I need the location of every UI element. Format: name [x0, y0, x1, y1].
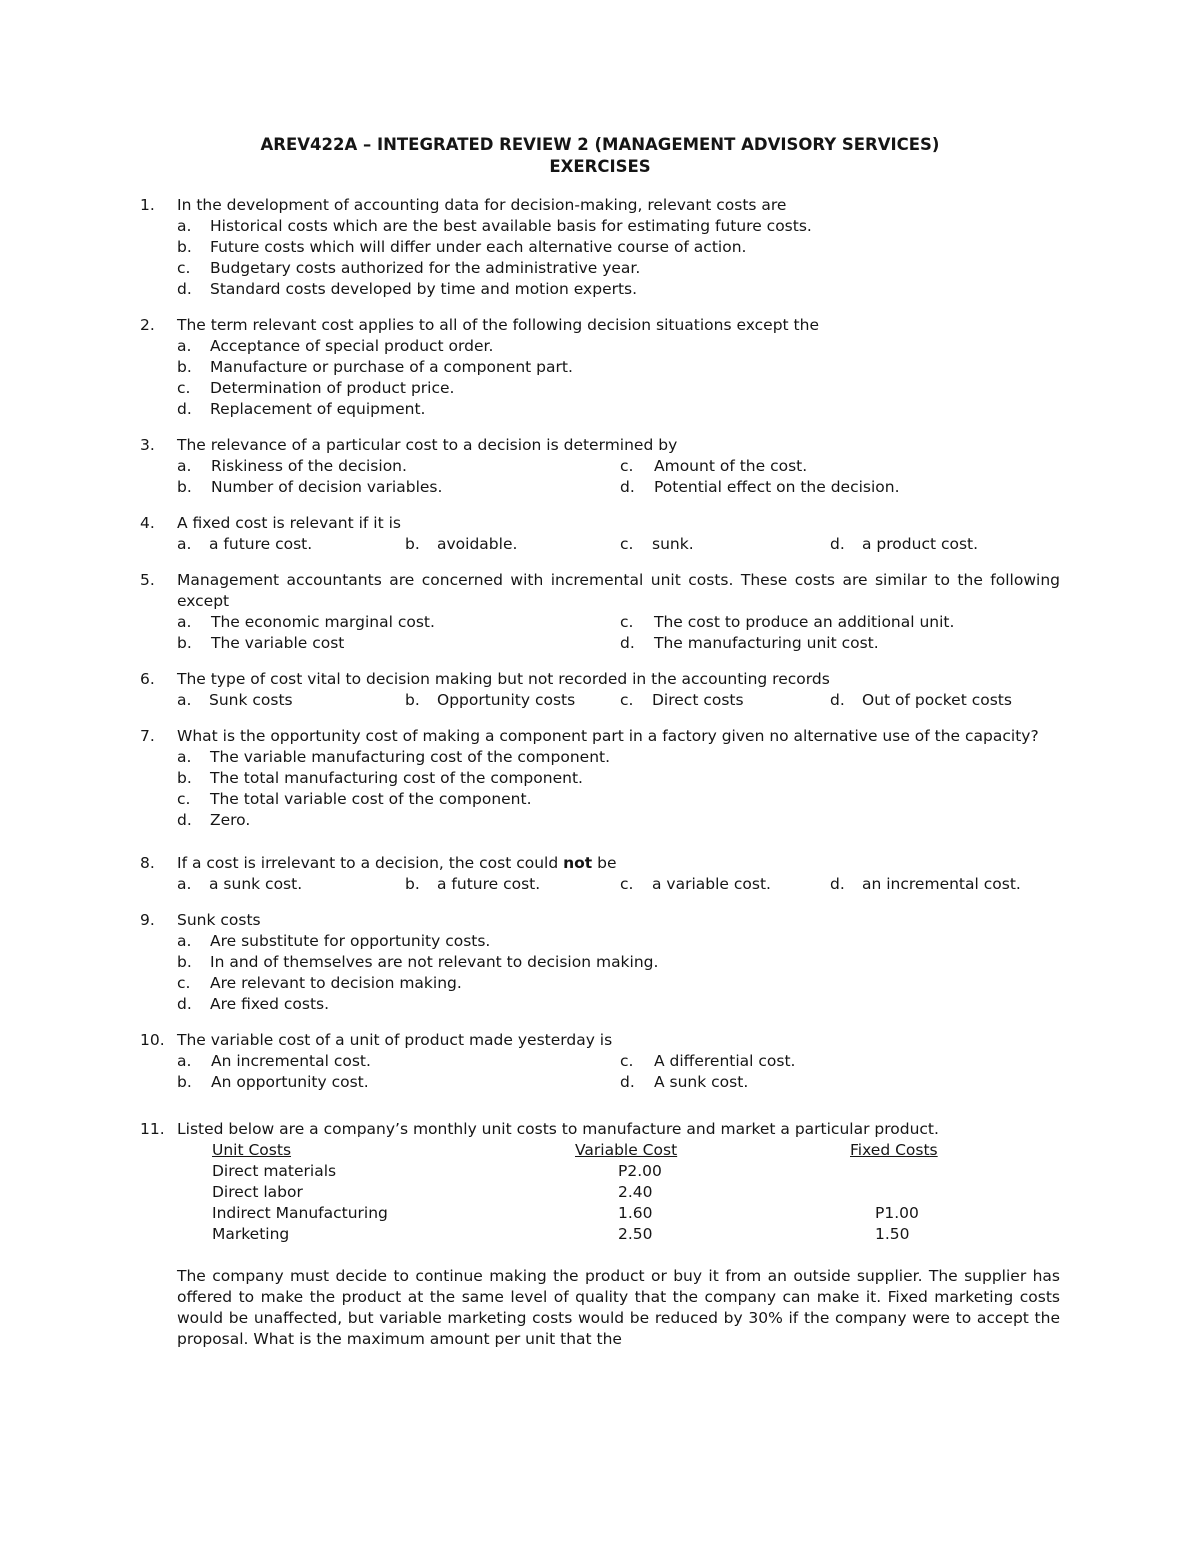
option-row	[177, 633, 1060, 654]
doc-title: AREV422A – INTEGRATED REVIEW 2 (MANAGEMENT ADVISORY SERVICES)	[260, 135, 940, 154]
option-text: Are fixed costs.	[210, 995, 330, 1013]
option-text: a future cost.	[209, 535, 313, 553]
option-letter: d.	[620, 634, 635, 652]
option-a	[177, 336, 1060, 357]
option-text: The total variable cost of the component.	[210, 790, 532, 808]
option-text: Are substitute for opportunity costs.	[210, 932, 491, 950]
option-letter: b.	[405, 535, 420, 553]
option-a	[177, 456, 620, 477]
option-row	[177, 477, 1060, 498]
option-letter: c.	[177, 259, 191, 277]
option-text: Determination of product price.	[210, 379, 455, 397]
option-letter: c.	[620, 875, 634, 893]
option-c	[620, 534, 830, 555]
option-text: Zero.	[210, 811, 251, 829]
option-letter: b.	[177, 953, 192, 971]
option-c	[620, 612, 954, 633]
document-header	[140, 134, 1060, 178]
option-row	[177, 534, 1060, 555]
option-text: Future costs which will differ under each alternative course of action.	[210, 238, 747, 256]
option-letter: b.	[177, 478, 192, 496]
option-row	[177, 612, 1060, 633]
option-letter: d.	[830, 875, 845, 893]
option-a	[177, 216, 1060, 237]
option-letter: b.	[177, 769, 192, 787]
option-c	[620, 456, 807, 477]
option-d	[177, 810, 1060, 831]
variable-cost-value: 2.40	[618, 1183, 653, 1201]
option-letter: a.	[177, 875, 192, 893]
option-d	[620, 633, 879, 654]
question-text: The type of cost vital to decision making but not recorded in the accounting records	[177, 670, 830, 688]
option-letter: a.	[177, 932, 192, 950]
option-letter: c.	[177, 379, 191, 397]
option-letter: d.	[177, 280, 192, 298]
option-letter: d.	[177, 995, 192, 1013]
option-text: In and of themselves are not relevant to decision making.	[210, 953, 659, 971]
option-text: Out of pocket costs	[862, 691, 1012, 709]
option-text: A differential cost.	[654, 1052, 796, 1070]
option-a	[177, 1051, 620, 1072]
option-text: A sunk cost.	[654, 1073, 749, 1091]
question-text: Management accountants are concerned with incremental unit costs. These costs are similar to the following except	[177, 571, 1060, 610]
option-letter: c.	[177, 974, 191, 992]
option-text: Are relevant to decision making.	[210, 974, 462, 992]
question-number: 6.	[140, 670, 155, 688]
option-row	[177, 456, 1060, 477]
option-letter: d.	[177, 811, 192, 829]
question-number: 3.	[140, 436, 155, 454]
option-letter: a.	[177, 1052, 192, 1070]
option-row	[177, 1072, 1060, 1093]
unit-costs-table	[177, 1140, 1060, 1245]
option-letter: b.	[177, 1073, 192, 1091]
option-b	[177, 237, 1060, 258]
fixed-cost-value: 1.50	[875, 1225, 910, 1243]
option-text: Amount of the cost.	[654, 457, 808, 475]
option-text: The economic marginal cost.	[211, 613, 435, 631]
option-b	[177, 952, 1060, 973]
option-letter: c.	[620, 535, 634, 553]
fixed-cost-value: P1.00	[875, 1204, 919, 1222]
option-text: Standard costs developed by time and motion experts.	[210, 280, 638, 298]
row-label: Direct materials	[212, 1162, 337, 1180]
question-text: What is the opportunity cost of making a component part in a factory given no alternative use of the capacity?	[177, 727, 1039, 745]
option-text: Opportunity costs	[437, 691, 576, 709]
option-b	[405, 534, 620, 555]
option-text: The variable manufacturing cost of the component.	[210, 748, 611, 766]
option-b	[405, 874, 620, 895]
option-a	[177, 612, 620, 633]
option-d	[177, 279, 1060, 300]
option-text: avoidable.	[437, 535, 518, 553]
bold-not-word: not	[563, 854, 593, 872]
col-header-variable-cost: Variable Cost	[575, 1141, 678, 1159]
row-label: Direct labor	[212, 1183, 303, 1201]
option-c	[177, 378, 1060, 399]
option-letter: b.	[405, 691, 420, 709]
option-text: Manufacture or purchase of a component part.	[210, 358, 573, 376]
option-text: The total manufacturing cost of the component.	[210, 769, 583, 787]
option-d	[620, 1072, 748, 1093]
option-letter: a.	[177, 457, 192, 475]
option-text: An opportunity cost.	[211, 1073, 369, 1091]
doc-subtitle: EXERCISES	[549, 157, 651, 176]
option-b	[405, 690, 620, 711]
col-header-fixed-costs: Fixed Costs	[850, 1141, 938, 1159]
question-1	[140, 195, 1060, 300]
option-b	[177, 477, 620, 498]
option-text: Riskiness of the decision.	[211, 457, 407, 475]
option-text: Historical costs which are the best available basis for estimating future costs.	[210, 217, 812, 235]
option-a	[177, 747, 1060, 768]
option-text: The cost to produce an additional unit.	[654, 613, 955, 631]
option-text: Acceptance of special product order.	[210, 337, 494, 355]
option-letter: d.	[830, 535, 845, 553]
option-text: Potential effect on the decision.	[654, 478, 900, 496]
question-number: 5.	[140, 571, 155, 589]
option-b	[177, 768, 1060, 789]
option-a	[177, 874, 405, 895]
option-c	[177, 973, 1060, 994]
variable-cost-value: P2.00	[618, 1162, 662, 1180]
variable-cost-value: 1.60	[618, 1204, 653, 1222]
option-d	[620, 477, 900, 498]
option-letter: a.	[177, 613, 192, 631]
option-d	[830, 690, 1012, 711]
question-number: 7.	[140, 727, 155, 745]
option-d	[830, 534, 978, 555]
option-letter: a.	[177, 535, 192, 553]
option-text: An incremental cost.	[211, 1052, 371, 1070]
table-header-row	[177, 1140, 1060, 1161]
option-text: a product cost.	[862, 535, 979, 553]
option-letter: b.	[177, 358, 192, 376]
option-b	[177, 357, 1060, 378]
option-c	[620, 690, 830, 711]
option-letter: d.	[620, 1073, 635, 1091]
option-letter: c.	[620, 613, 634, 631]
question-6	[140, 669, 1060, 711]
option-row	[177, 1051, 1060, 1072]
table-row	[177, 1203, 1060, 1224]
option-c	[620, 874, 830, 895]
option-text: The manufacturing unit cost.	[654, 634, 879, 652]
option-text: sunk.	[652, 535, 694, 553]
question-text: A fixed cost is relevant if it is	[177, 514, 401, 532]
question-2	[140, 315, 1060, 420]
question-text-after: be	[592, 854, 617, 872]
question-text: In the development of accounting data for decision-making, relevant costs are	[177, 196, 787, 214]
option-c	[620, 1051, 795, 1072]
option-letter: c.	[620, 457, 634, 475]
option-c	[177, 258, 1060, 279]
table-row	[177, 1161, 1060, 1182]
question-5	[140, 570, 1060, 654]
option-row	[177, 690, 1060, 711]
option-letter: a.	[177, 748, 192, 766]
option-d	[177, 994, 1060, 1015]
option-a	[177, 931, 1060, 952]
option-text: Direct costs	[652, 691, 744, 709]
option-text: The variable cost	[211, 634, 345, 652]
question-10	[140, 1030, 1060, 1093]
option-d	[177, 399, 1060, 420]
option-text: a sunk cost.	[209, 875, 303, 893]
option-letter: c.	[620, 691, 634, 709]
option-text: Budgetary costs authorized for the administrative year.	[210, 259, 641, 277]
option-text: a variable cost.	[652, 875, 771, 893]
option-text: Sunk costs	[209, 691, 293, 709]
option-row	[177, 874, 1060, 895]
question-7	[140, 726, 1060, 831]
option-letter: a.	[177, 337, 192, 355]
option-letter: c.	[620, 1052, 634, 1070]
question-11	[140, 1119, 1060, 1350]
row-label: Marketing	[212, 1225, 290, 1243]
option-a	[177, 534, 405, 555]
option-letter: b.	[177, 634, 192, 652]
option-d	[830, 874, 1021, 895]
question-number: 1.	[140, 196, 155, 214]
question-text: The relevance of a particular cost to a decision is determined by	[177, 436, 678, 454]
question-number: 4.	[140, 514, 155, 532]
question-4	[140, 513, 1060, 555]
variable-cost-value: 2.50	[618, 1225, 653, 1243]
question-number: 11.	[140, 1120, 165, 1138]
table-row	[177, 1224, 1060, 1245]
table-row	[177, 1182, 1060, 1203]
option-letter: a.	[177, 217, 192, 235]
question-9	[140, 910, 1060, 1015]
option-letter: d.	[177, 400, 192, 418]
option-text: a future cost.	[437, 875, 541, 893]
option-letter: d.	[830, 691, 845, 709]
option-letter: d.	[620, 478, 635, 496]
option-b	[177, 1072, 620, 1093]
option-b	[177, 633, 620, 654]
question-text: The variable cost of a unit of product made yesterday is	[177, 1031, 613, 1049]
option-letter: b.	[177, 238, 192, 256]
question-text	[177, 853, 1060, 874]
question-number: 9.	[140, 911, 155, 929]
question-text: Listed below are a company’s monthly unit costs to manufacture and market a particular product.	[177, 1120, 939, 1138]
option-text: Number of decision variables.	[211, 478, 443, 496]
question-text: Sunk costs	[177, 911, 261, 929]
question-paragraph: The company must decide to continue making the product or buy it from an outside supplier. The supplier has offered to make the product at the same level of quality that the company can make it. Fixed marketing costs would be unaffected, but variable marketing costs would be reduced by 30% if the company were to accept the proposal. What is the maximum amount per unit that the	[177, 1267, 1060, 1348]
option-a	[177, 690, 405, 711]
question-8	[140, 853, 1060, 895]
option-text: Replacement of equipment.	[210, 400, 426, 418]
question-number: 10.	[140, 1031, 165, 1049]
option-letter: c.	[177, 790, 191, 808]
question-3	[140, 435, 1060, 498]
question-text-before: If a cost is irrelevant to a decision, the cost could	[177, 854, 564, 872]
option-text: an incremental cost.	[862, 875, 1021, 893]
question-number: 2.	[140, 316, 155, 334]
question-text: The term relevant cost applies to all of the following decision situations except the	[177, 316, 819, 334]
option-letter: b.	[405, 875, 420, 893]
col-header-unit-costs: Unit Costs	[212, 1141, 292, 1159]
option-c	[177, 789, 1060, 810]
row-label: Indirect Manufacturing	[212, 1204, 388, 1222]
option-letter: a.	[177, 691, 192, 709]
question-number: 8.	[140, 854, 155, 872]
